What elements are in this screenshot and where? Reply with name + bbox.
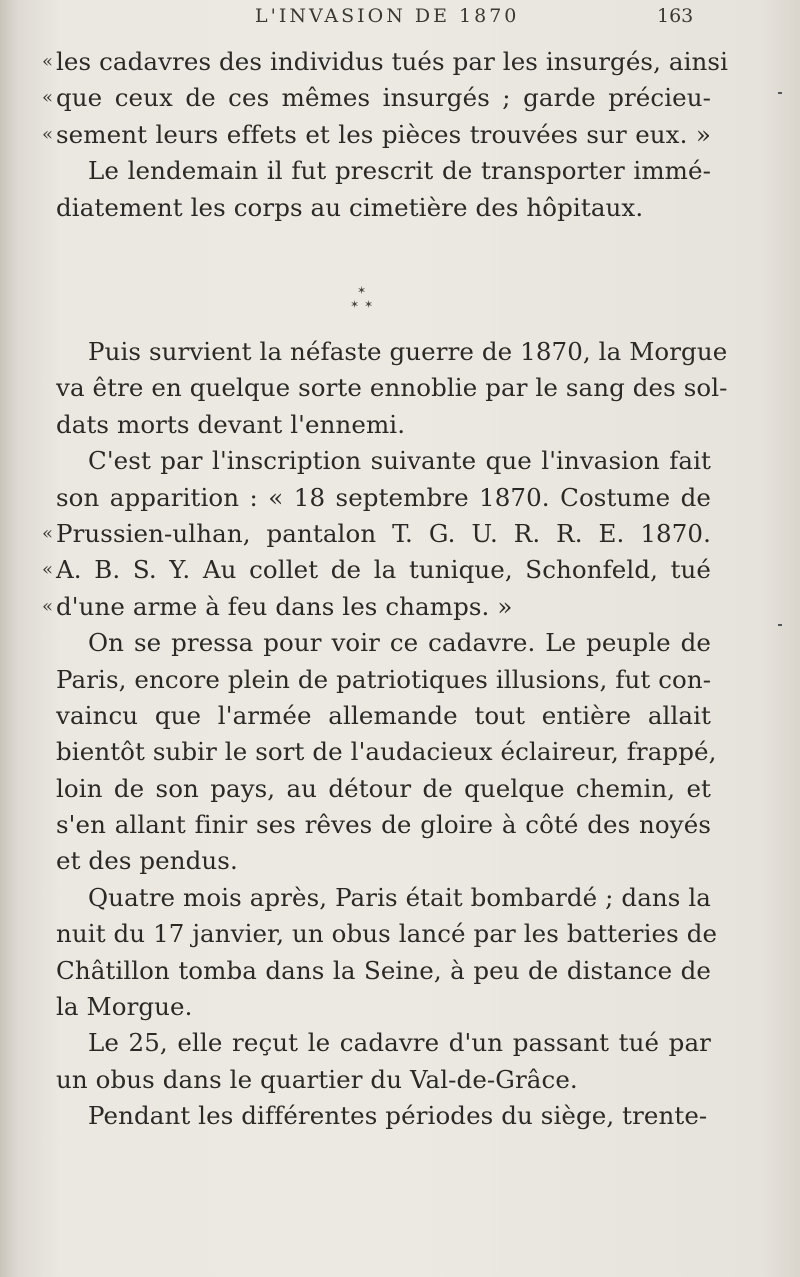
line-text: Le lendemain il fut prescrit de transporter immé- xyxy=(88,156,711,186)
line-text: Pendant les différentes périodes du siège, trente- xyxy=(88,1101,708,1131)
text-line xyxy=(56,480,711,516)
quote-mark: « xyxy=(42,51,54,72)
text-line xyxy=(42,117,711,153)
page-number: 163 xyxy=(657,5,694,27)
line-text: vaincu que l'armée allemande tout entière allait xyxy=(56,700,711,730)
line-text: Le 25, elle reçut le cadavre d'un passant tué par xyxy=(88,1028,711,1058)
margin-mark xyxy=(778,624,782,626)
line-text: diatement les corps au cimetière des hôpitaux. xyxy=(56,192,644,222)
quote-mark: « xyxy=(42,522,54,544)
text-line xyxy=(56,807,711,843)
quote-mark: « xyxy=(42,123,54,145)
line-text: Paris, encore plein de patriotiques illusions, fut con- xyxy=(56,664,712,694)
quote-mark: « xyxy=(42,559,54,581)
text-line xyxy=(42,552,711,588)
text-line xyxy=(42,516,711,552)
text-line xyxy=(56,662,711,698)
text-line xyxy=(56,1098,711,1134)
text-line xyxy=(56,880,711,916)
line-text: loin de son pays, au détour de quelque chemin, et xyxy=(56,773,711,803)
text-line xyxy=(56,153,711,189)
line-text: va être en quelque sorte ennoblie par le sang des sol- xyxy=(56,373,728,403)
text-line xyxy=(56,771,711,807)
page-header xyxy=(0,0,800,36)
line-text: que ceux de ces mêmes insurgés ; garde précieu- xyxy=(56,83,711,113)
asterism-star: ✶ xyxy=(350,298,360,311)
body-text xyxy=(42,44,729,226)
text-line xyxy=(56,843,711,879)
text-line xyxy=(56,989,711,1025)
margin-mark xyxy=(778,92,782,94)
text-line xyxy=(56,370,728,406)
quote-mark: « xyxy=(42,595,54,617)
line-text: Prussien-ulhan, pantalon T. G. U. R. R. E. 1870. xyxy=(56,518,711,548)
line-text: les cadavres des individus tués par les insurgés, ainsi xyxy=(56,47,729,76)
section-break-asterism xyxy=(0,284,800,324)
line-text: Puis survient la néfaste guerre de 1870, la Morgue xyxy=(88,337,728,366)
text-line xyxy=(56,190,711,226)
text-line xyxy=(42,44,729,80)
text-line xyxy=(56,734,717,770)
quote-mark: « xyxy=(42,87,54,109)
line-text: un obus dans le quartier du Val-de-Grâce. xyxy=(56,1064,578,1094)
text-line xyxy=(42,80,711,116)
line-text: Châtillon tomba dans la Seine, à peu de distance de xyxy=(56,955,711,985)
line-text: sement leurs effets et les pièces trouvées sur eux. » xyxy=(56,119,711,149)
line-text: la Morgue. xyxy=(56,992,193,1022)
line-text: nuit du 17 janvier, un obus lancé par les batteries de xyxy=(56,919,718,949)
line-text: bientôt subir le sort de l'audacieux éclaireur, frappé, xyxy=(56,737,717,767)
line-text: et des pendus. xyxy=(56,846,238,876)
line-text: A. B. S. Y. Au collet de la tunique, Schonfeld, tué xyxy=(56,555,711,585)
text-line xyxy=(56,334,728,370)
text-line xyxy=(56,443,711,479)
text-line xyxy=(56,625,711,661)
body-text-continued xyxy=(42,334,728,1135)
text-line xyxy=(56,407,711,443)
line-text: son apparition : « 18 septembre 1870. Costume de xyxy=(56,482,711,512)
line-text: Quatre mois après, Paris était bombardé ; dans la xyxy=(88,882,711,912)
line-text: s'en allant finir ses rêves de gloire à côté des noyés xyxy=(56,810,711,840)
running-title: L'INVASION DE 1870 xyxy=(255,5,520,27)
asterism-star: ✶ xyxy=(364,298,374,311)
text-line xyxy=(56,1062,711,1098)
line-text: On se pressa pour voir ce cadavre. Le peuple de xyxy=(88,628,711,658)
text-line xyxy=(56,953,711,989)
line-text: dats morts devant l'ennemi. xyxy=(56,409,406,439)
line-text: d'une arme à feu dans les champs. » xyxy=(56,591,513,621)
text-line xyxy=(56,698,711,734)
text-line xyxy=(56,1025,711,1061)
asterism-star: ✶ xyxy=(357,284,367,297)
line-text: C'est par l'inscription suivante que l'invasion fait xyxy=(88,446,711,476)
text-line xyxy=(56,916,718,952)
text-line xyxy=(42,589,711,625)
